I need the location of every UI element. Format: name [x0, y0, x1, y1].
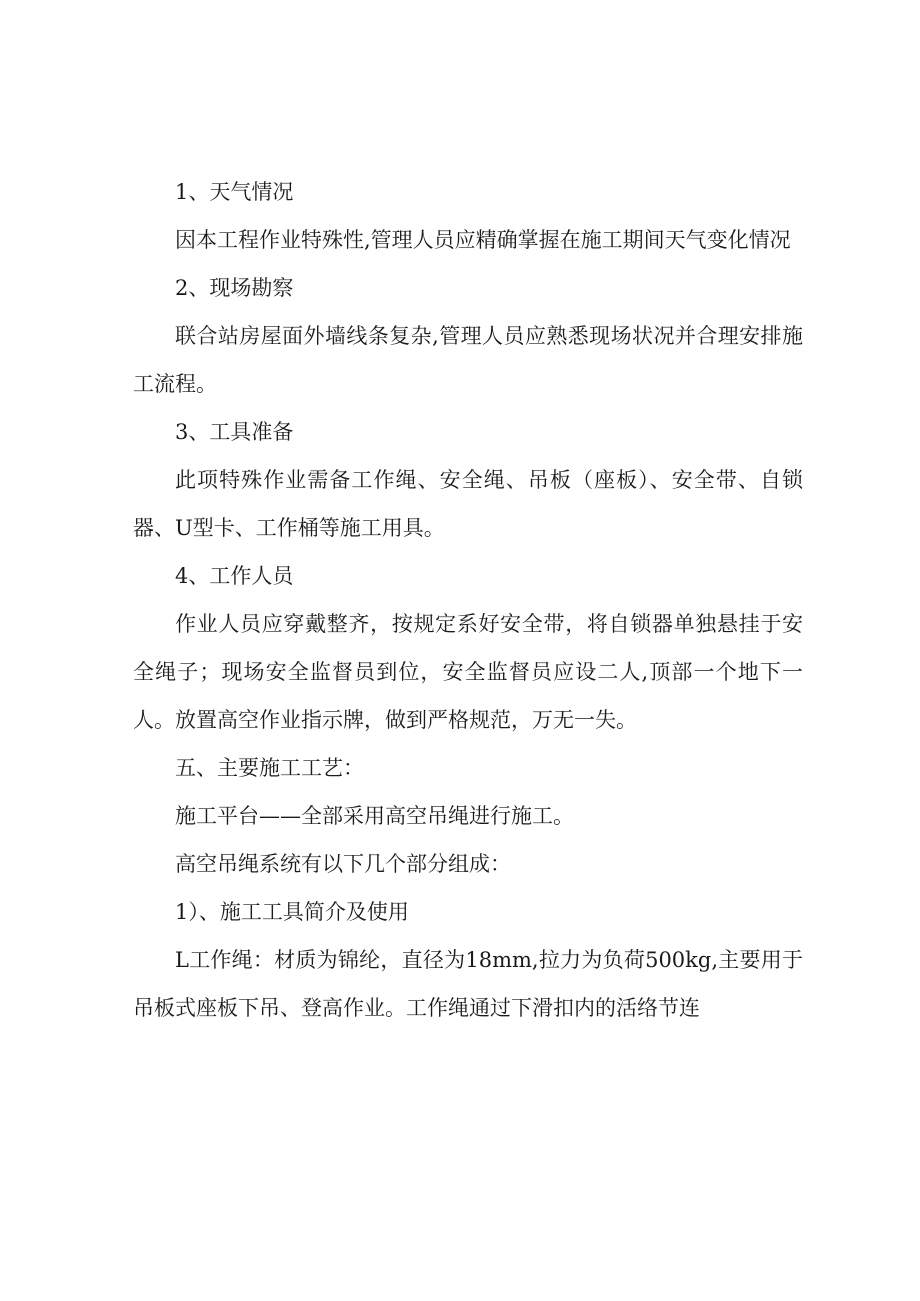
paragraph-weather: 因本工程作业特殊性,管理人员应精确掌握在施工期间天气变化情况 [175, 228, 791, 252]
heading-weather: 1、天气情况 [175, 180, 294, 204]
heading-workers: 4、工作人员 [175, 564, 294, 588]
heading-tool-preparation: 3、工具准备 [175, 420, 294, 444]
heading-site-survey: 2、现场勘察 [175, 276, 294, 300]
paragraph-site-survey: 联合站房屋面外墙线条复杂,管理人员应熟悉现场状况并合理安排施工流程。 [133, 324, 803, 396]
paragraph-work-rope: L工作绳：材质为锦纶，直径为18mm,拉力为负荷500kg,主要用于吊板式座板下吊、登高作业。工作绳通过下滑扣内的活络节连 [133, 948, 803, 1020]
paragraph-tool-preparation: 此项特殊作业需备工作绳、安全绳、吊板（座板）、安全带、自锁器、U型卡、工作桶等施工用具。 [133, 468, 803, 540]
paragraph-platform: 施工平台——全部采用高空吊绳进行施工。 [175, 804, 574, 828]
paragraph-workers: 作业人员应穿戴整齐，按规定系好安全带，将自锁器单独悬挂于安全绳子；现场安全监督员到位，安全监督员应设二人,顶部一个地下一人。放置高空作业指示牌，做到严格规范，万无一失。 [133, 612, 803, 732]
paragraph-rope-system: 高空吊绳系统有以下几个部分组成： [175, 852, 511, 876]
document-body [133, 168, 803, 1032]
heading-tools-intro: 1）、施工工具简介及使用 [175, 900, 409, 924]
heading-construction-process: 五、主要施工工艺： [175, 756, 364, 780]
